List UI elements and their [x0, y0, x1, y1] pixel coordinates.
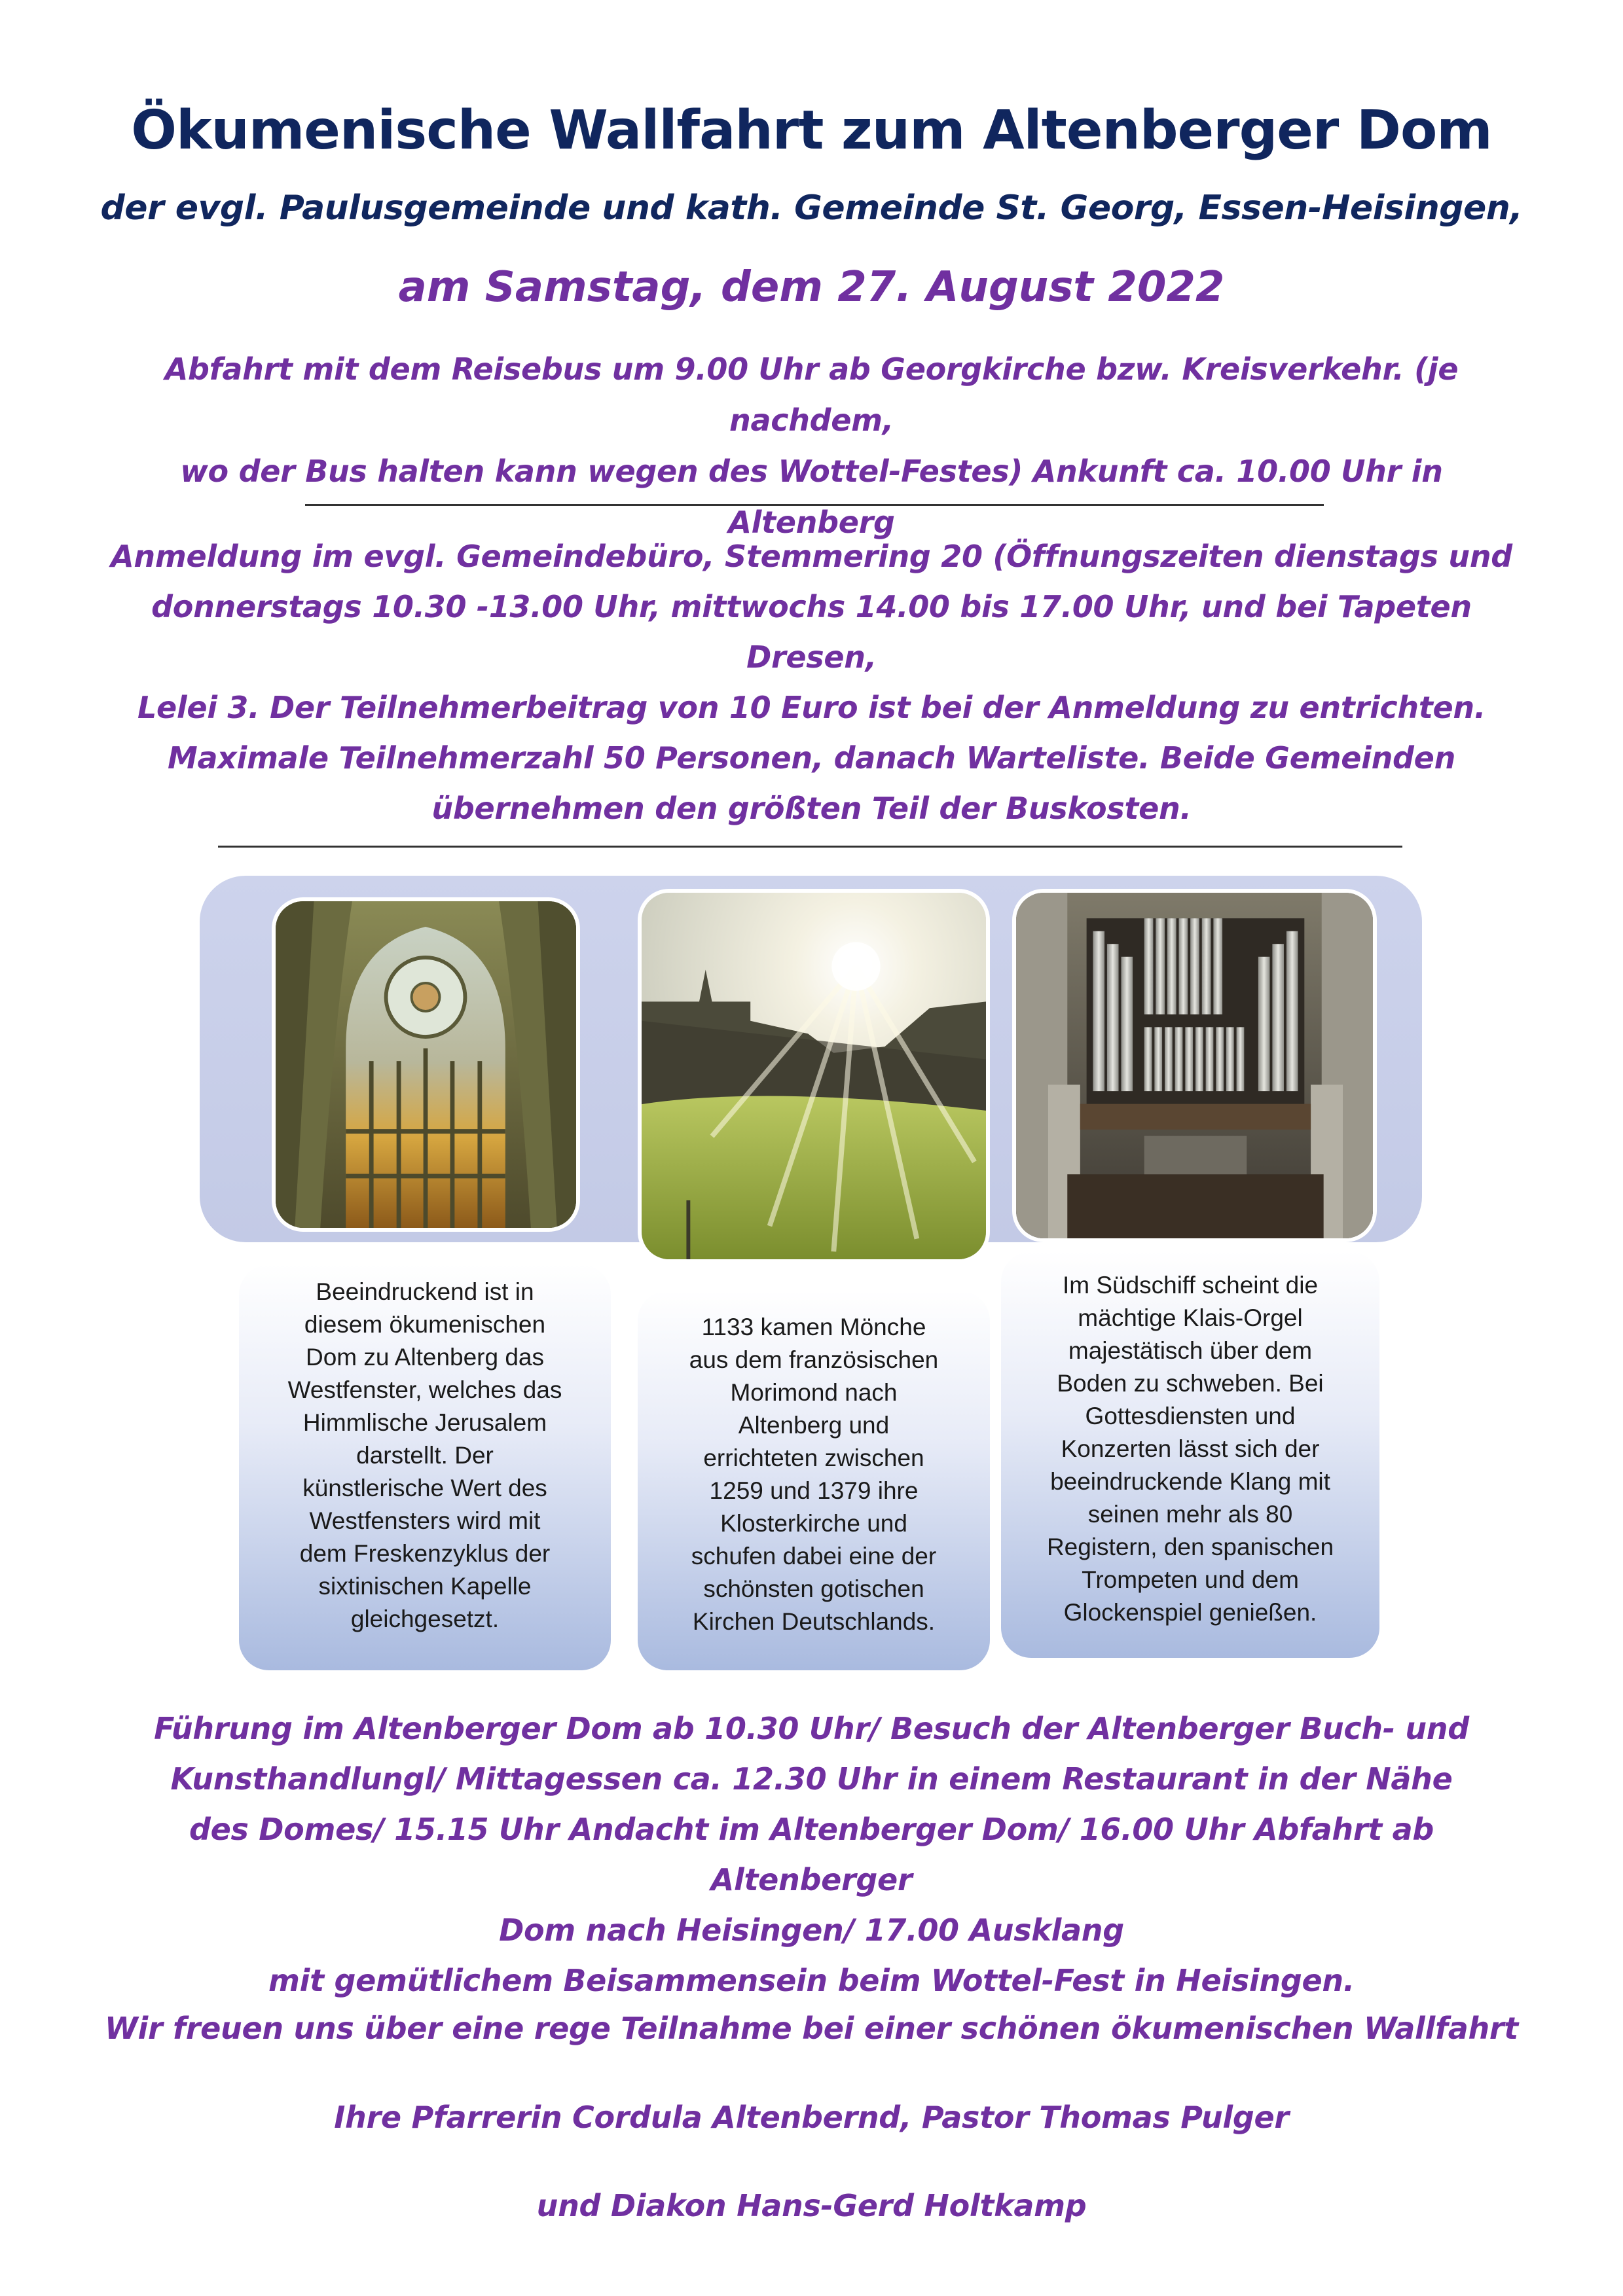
closing-thanks: Wir freuen uns über eine rege Teilnahme bei einer schönen ökumenischen Wallfahrt [105, 2011, 1518, 2046]
closing-signature: und Diakon Hans-Gerd Holtkamp [536, 2188, 1087, 2223]
caption-line: Klosterkirche und [720, 1510, 907, 1537]
registration-line: übernehmen den größten Teil der Buskosten. [431, 791, 1192, 826]
caption-line: Registern, den spanischen [1046, 1534, 1334, 1560]
caption-line: beeindruckende Klang mit [1050, 1468, 1330, 1495]
caption-line: majestätisch über dem [1068, 1337, 1313, 1364]
caption-line: schönsten gotischen [703, 1575, 924, 1602]
separator-line [305, 504, 1324, 506]
caption-line: Westfenster, welches das [287, 1376, 562, 1403]
closing-signature: Ihre Pfarrerin Cordula Altenbernd, Pastor Thomas Pulger [334, 2100, 1289, 2135]
program-line: Kunsthandlungl/ Mittagessen ca. 12.30 Uhr in einem Restaurant in der Nähe [170, 1761, 1453, 1797]
caption-box-window [239, 1265, 611, 1670]
caption-line: errichteten zwischen [703, 1444, 924, 1471]
caption-line: Westfensters wird mit [309, 1507, 541, 1534]
caption-line: Beeindruckend ist in [316, 1278, 534, 1305]
caption-line: 1133 kamen Mönche [701, 1314, 926, 1340]
caption-box-church [638, 1291, 990, 1670]
departure-info [98, 344, 1525, 548]
page-subtitle: der evgl. Paulusgemeinde und kath. Gemeinde St. Georg, Essen-Heisingen, [100, 188, 1523, 228]
event-date: am Samstag, dem 27. August 2022 [398, 263, 1225, 312]
registration-line: donnerstags 10.30 -13.00 Uhr, mittwochs 14.00 bis 17.00 Uhr, und bei Tapeten Dresen, [151, 589, 1472, 675]
caption-line: Morimond nach [730, 1379, 898, 1406]
caption-line: 1259 und 1379 ihre [709, 1477, 919, 1504]
church-photo [638, 889, 990, 1263]
caption-line: schufen dabei eine der [691, 1543, 937, 1570]
page-title: Ökumenische Wallfahrt zum Altenberger Dom [131, 99, 1492, 162]
caption-line: Dom zu Altenberg das [305, 1344, 545, 1371]
program-line: des Domes/ 15.15 Uhr Andacht im Altenberger Dom/ 16.00 Uhr Abfahrt ab Altenberger [189, 1812, 1434, 1897]
departure-line: wo der Bus halten kann wegen des Wottel-Festes) Ankunft ca. 10.00 Uhr in Altenberg [180, 454, 1443, 540]
registration-line: Anmeldung im evgl. Gemeindebüro, Stemmering 20 (Öffnungszeiten dienstags und [111, 539, 1512, 574]
caption-line: Glockenspiel genießen. [1063, 1599, 1317, 1626]
program-line: Führung im Altenberger Dom ab 10.30 Uhr/ Besuch der Altenberger Buch- und [154, 1711, 1469, 1746]
caption-line: sixtinischen Kapelle [318, 1573, 532, 1600]
separator-line [218, 846, 1402, 848]
registration-line: Lelei 3. Der Teilnehmerbeitrag von 10 Euro ist bei der Anmeldung zu entrichten. [137, 690, 1486, 725]
caption-line: seinen mehr als 80 [1087, 1501, 1293, 1528]
caption-line: Boden zu schweben. Bei [1057, 1370, 1324, 1397]
program-line: mit gemütlichem Beisammensein beim Wottel-Fest in Heisingen. [268, 1963, 1355, 1998]
organ-photo [1012, 889, 1377, 1242]
caption-line: Konzerten lässt sich der [1061, 1435, 1320, 1462]
caption-line: Trompeten und dem [1082, 1566, 1299, 1593]
program-info [98, 1704, 1525, 2006]
caption-line: diesem ökumenischen [304, 1311, 546, 1338]
caption-line: aus dem französischen [689, 1346, 939, 1373]
caption-line: gleichgesetzt. [350, 1605, 500, 1632]
caption-line: Im Südschiff scheint die [1062, 1272, 1319, 1299]
caption-box-organ [1001, 1251, 1379, 1658]
caption-line: Altenberg und [738, 1412, 890, 1439]
caption-line: dem Freskenzyklus der [299, 1540, 551, 1567]
caption-line: künstlerische Wert des [302, 1475, 547, 1501]
registration-line: Maximale Teilnehmerzahl 50 Personen, danach Warteliste. Beide Gemeinden [167, 740, 1456, 776]
caption-line: Himmlische Jerusalem [302, 1409, 547, 1436]
caption-line: mächtige Klais-Orgel [1078, 1304, 1303, 1331]
registration-info [98, 531, 1525, 834]
window-photo [272, 897, 580, 1232]
departure-line: Abfahrt mit dem Reisebus um 9.00 Uhr ab Georgkirche bzw. Kreisverkehr. (je nachdem, [164, 351, 1459, 438]
program-line: Dom nach Heisingen/ 17.00 Ausklang [499, 1912, 1124, 1948]
caption-line: Gottesdiensten und [1085, 1403, 1296, 1429]
caption-line: Kirchen Deutschlands. [692, 1608, 936, 1635]
caption-line: darstellt. Der [356, 1442, 494, 1469]
